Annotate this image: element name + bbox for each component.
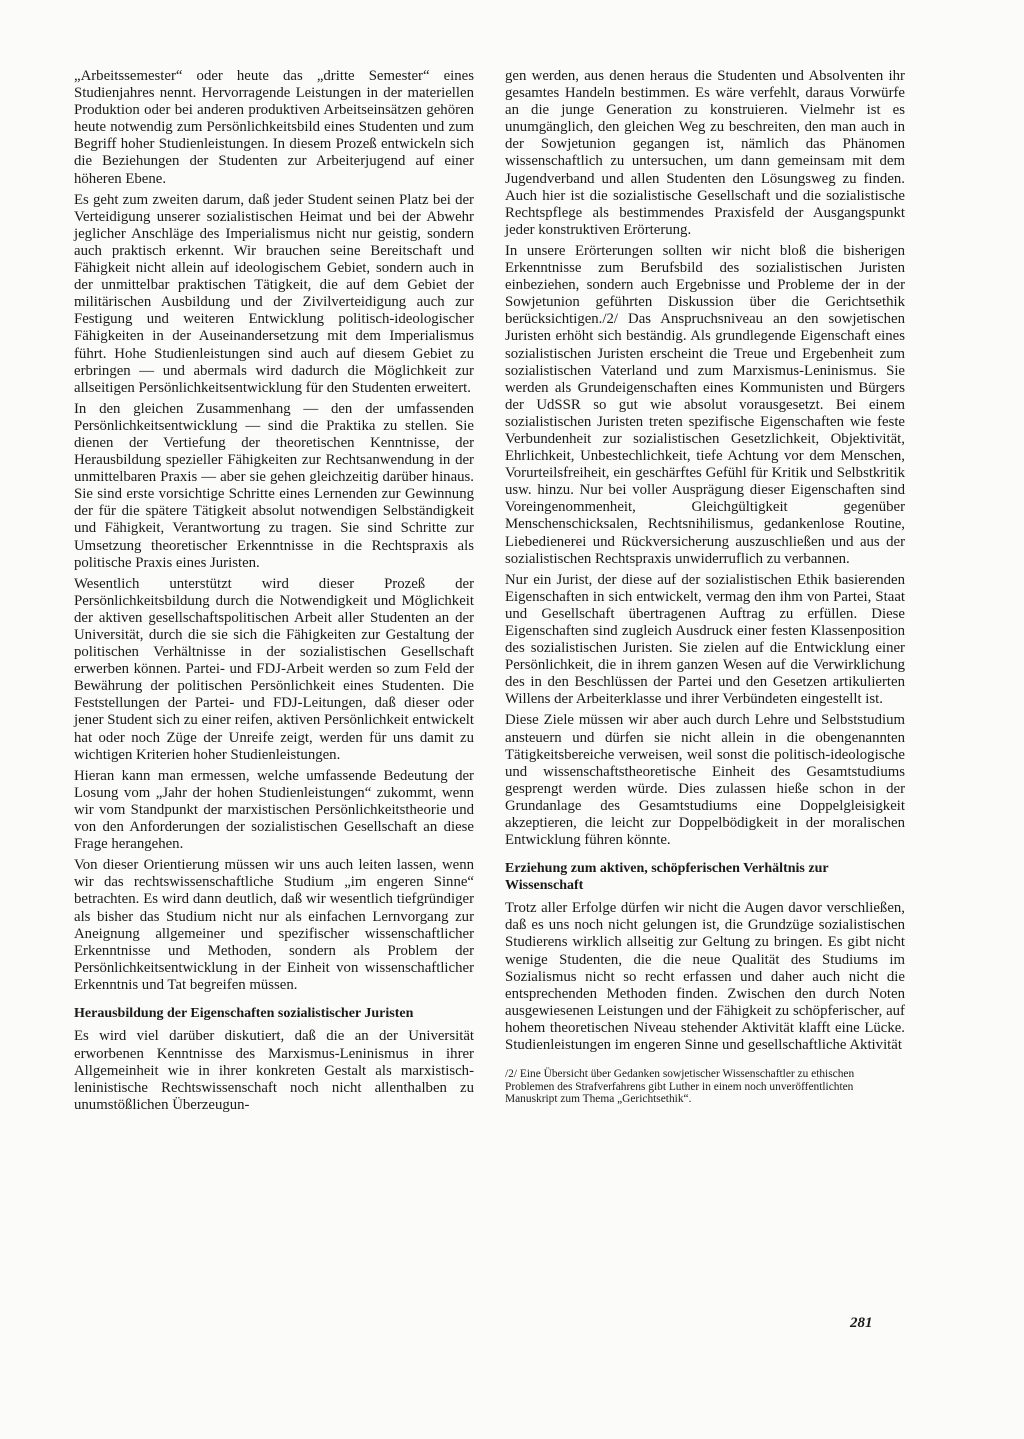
paragraph: In unsere Erörterungen sollten wir nicht bloß die bisherigen Erkenntnisse zum Berufsbild des sozialistischen Juristen einbeziehen, sondern auch Ergebnisse und Probleme der in der Sowjetunion geführten Diskussion über die Gerichtsethik berücksichtigen./2/ Das Anspruchsniveau an den sowjetischen Juristen erhöht sich beständig. Als grundlegende Eigenschaft eines sozialistischen Juristen erscheint die Treue und Ergebenheit zum sozialistischen Vaterland und zum Marxismus-Leninismus. Sie werden als Grundeigenschaften eines Kommunisten und Bürgers der UdSSR so gut wie absolut vorausgesetzt. Bei einem sozialistischen Juristen treten spezifische Eigenschaften wie feste Verbundenheit zur sozialistischen Gesetzlichkeit, Objektivität, Ehrlichkeit, Unbestechlichkeit, tiefe Achtung vor dem Menschen, Vorurteilsfreiheit, ein geschärftes Gefühl für Kritik und Selbstkritik usw. hinzu. Nur bei voller Ausprägung dieser Eigenschaften sind Voreingenommenheit, Gleichgültigkeit gegenüber Menschenschicksalen, Rechtsnihilismus, gedankenlose Routine, Liebedienerei und Rückversicherung auszuschließen und aus der sozialistischen Rechtspraxis unwiderruflich zu verbannen. (505, 242, 905, 567)
paragraph: gen werden, aus denen heraus die Studenten und Absolventen ihr gesamtes Handeln bestimmen. Es wäre verfehlt, daraus Vorwürfe an die junge Generation zu konstruieren. Vielmehr ist es unumgänglich, den gleichen Weg zu beschreiten, den man auch in der Sowjetunion gegangen ist, nämlich das Phänomen wissenschaftlich zu untersuchen, um dann gemeinsam mit dem Jugendverband und allen Studenten den Lösungsweg zu finden. Auch hier ist die sozialistische Gesellschaft und die sozialistische Rechtspflege als bestimmendes Praxisfeld der Ausgangspunkt jeder konstruktiven Erörterung. (505, 68, 905, 238)
paragraph: In den gleichen Zusammenhang — den der umfassenden Persönlichkeitsentwicklung — sind die Praktika zu stellen. Sie dienen der Vertiefung der theoretischen Kenntnisse, der Herausbildung spezieller Fähigkeiten zur Rechtsanwendung in der unmittelbaren Praxis — aber sie gehen gleichzeitig darüber hinaus. Sie sind erste vorsichtige Schritte eines Lernenden zur Gewinnung der für die spätere Tätigkeit absolut notwendigen Selbständigkeit und Fähigkeit, Verantwortung zu tragen. Sie sind Schritte zur Umsetzung theoretischer Erkenntnisse in die Rechtspraxis als politische Praxis eines Juristen. (74, 400, 474, 571)
paragraph: „Arbeitssemester“ oder heute das „dritte Semester“ eines Studienjahres nennt. Hervorragende Leistungen in der materiellen Produktion oder bei anderen produktiven Arbeitseinsätzen gehören heute notwendig zum Persönlichkeitsbild eines Studenten und zum Begriff hoher Studienleistungen. In diesem Prozeß entwickeln sich die Beziehungen der Studenten zur Arbeiterjugend auf einer höheren Ebene. (74, 68, 474, 187)
page-number: 281 (850, 1315, 873, 1331)
paragraph: Wesentlich unterstützt wird dieser Prozeß der Persönlichkeitsbildung durch die Notwendigkeit und Möglichkeit der aktiven gesellschaftspolitischen Arbeit aller Studenten an der Universität, durch die sie sich die Fähigkeiten zur Gestaltung der politischen Verhältnisse in der sozialistischen Gesellschaft erwerben können. Partei- und FDJ-Arbeit werden so zum Feld der Bewährung der politischen Persönlichkeit eines Studenten. Die Feststellungen der Partei- und FDJ-Leitungen, daß dieser oder jener Student sich zu einer reifen, aktiven Persönlichkeit entwickelt hat oder noch Züge der Unreife zeigt, werden für uns damit zu wichtigen Kriterien hoher Studienleistungen. (74, 575, 474, 763)
footnote: /2/ Eine Übersicht über Gedanken sowjetischer Wissenschaftler zu ethischen Problemen des Strafverfahrens gibt Luther in einem noch unveröffentlichten Manuskript zum Thema „Gerichtsethik“. (505, 1068, 855, 1106)
paragraph: Trotz aller Erfolge dürfen wir nicht die Augen davor verschließen, daß es uns noch nicht gelungen ist, die Grundzüge sozialistischen Studierens wirklich allseitig zur Geltung zu bringen. Es gibt nicht wenige Studenten, die die neue Qualität des Studiums im Sozialismus nicht so recht erfassen und daher auch nicht die entsprechenden Methoden finden. Zwischen den durch Noten ausgewiesenen Leistungen und der Fähigkeit zu schöpferischer, auf hohem theoretischen Niveau stehender Aktivität klafft eine Lücke. Studienleistungen im engeren Sinne und gesellschaftliche Aktivität (505, 900, 905, 1053)
section-heading: Erziehung zum aktiven, schöpferischen Verhältnis zur Wissenschaft (505, 861, 829, 893)
right-column (505, 68, 905, 1106)
paragraph: Es wird viel darüber diskutiert, daß die an der Universität erworbenen Kenntnisse des Marxismus-Leninismus in ihrer Allgemeinheit wie in ihrer konkreten Gestalt als marxistisch-leninistische Rechtswissenschaft noch nicht allenthalben zu unumstößlichen Überzeugun- (74, 1028, 474, 1113)
left-column (74, 68, 474, 1118)
paragraph: Hieran kann man ermessen, welche umfassende Bedeutung der Losung vom „Jahr der hohen Studienleistungen“ zukommt, wenn wir vom Standpunkt der marxistischen Persönlichkeitstheorie und von den Anforderungen der sozialistischen Gesellschaft an diese Frage herangehen. (74, 767, 474, 853)
paragraph: Von dieser Orientierung müssen wir uns auch leiten lassen, wenn wir das rechtswissenschaftliche Studium „im engeren Sinne“ betrachten. Es wird dann deutlich, daß wir wesentlich tiefgründiger als bisher das Studium nicht nur als einfachen Lernvorgang zur Aneignung allgemeiner und spezifischer wissenschaftlicher Erkenntnisse und Methoden, sondern als Problem der Persönlichkeitsentwicklung in der Einheit von wissenschaftlicher Erkenntnis und Tat begreifen müssen. (74, 857, 474, 993)
paragraph: Es geht zum zweiten darum, daß jeder Student seinen Platz bei der Verteidigung unserer sozialistischen Heimat und bei der Abwehr jeglicher Anschläge des Imperialismus nicht nur geistig, sondern auch praktisch erkennt. Wir brauchen seine Bereitschaft und Fähigkeit nicht allein auf ideologischem Gebiet, sondern auch in der unmittelbar praktischen Tätigkeit, die auf dem Gebiet der militärischen Ausbildung und der Zivilverteidigung auch zur Festigung und weiteren Entwicklung politisch-ideologischer Fähigkeiten in der Auseinandersetzung mit dem Imperialismus führt. Hohe Studienleistungen sind auch auf diesem Gebiet zu erbringen — und abermals wird dadurch die Möglichkeit zur allseitigen Persönlichkeitsentwicklung für den Studenten erweitert. (74, 191, 474, 396)
section-heading: Herausbildung der Eigenschaften sozialistischer Juristen (74, 1005, 414, 1021)
paragraph: Diese Ziele müssen wir aber auch durch Lehre und Selbststudium ansteuern und dürfen sie nicht allein in die obengenannten Tätigkeitsbereiche verweisen, weil sonst die politisch-ideologische und wissenschaftstheoretische Einheit des Gesamtstudiums gesprengt werden würde. Dies zulassen hieße schon in der Grundanlage des Gesamtstudiums eine Doppelgleisigkeit akzeptieren, die leicht zur Doppelbödigkeit in der moralischen Entwicklung führen könnte. (505, 712, 905, 849)
paragraph: Nur ein Jurist, der diese auf der sozialistischen Ethik basierenden Eigenschaften in sich entwickelt, vermag den ihm von Partei, Staat und Gesellschaft übertragenen Auftrag zu erfüllen. Diese Eigenschaften sind zugleich Ausdruck einer festen Klassenposition des sozialistischen Juristen. Sie zielen auf die Entwicklung einer Persönlichkeit, die in ihrem ganzen Wesen auf die Verwirklichung des in den Beschlüssen der Partei und den Gesetzen artikulierten Willens der Arbeiterklasse und ihrer Verbündeten eingestellt ist. (505, 571, 905, 708)
